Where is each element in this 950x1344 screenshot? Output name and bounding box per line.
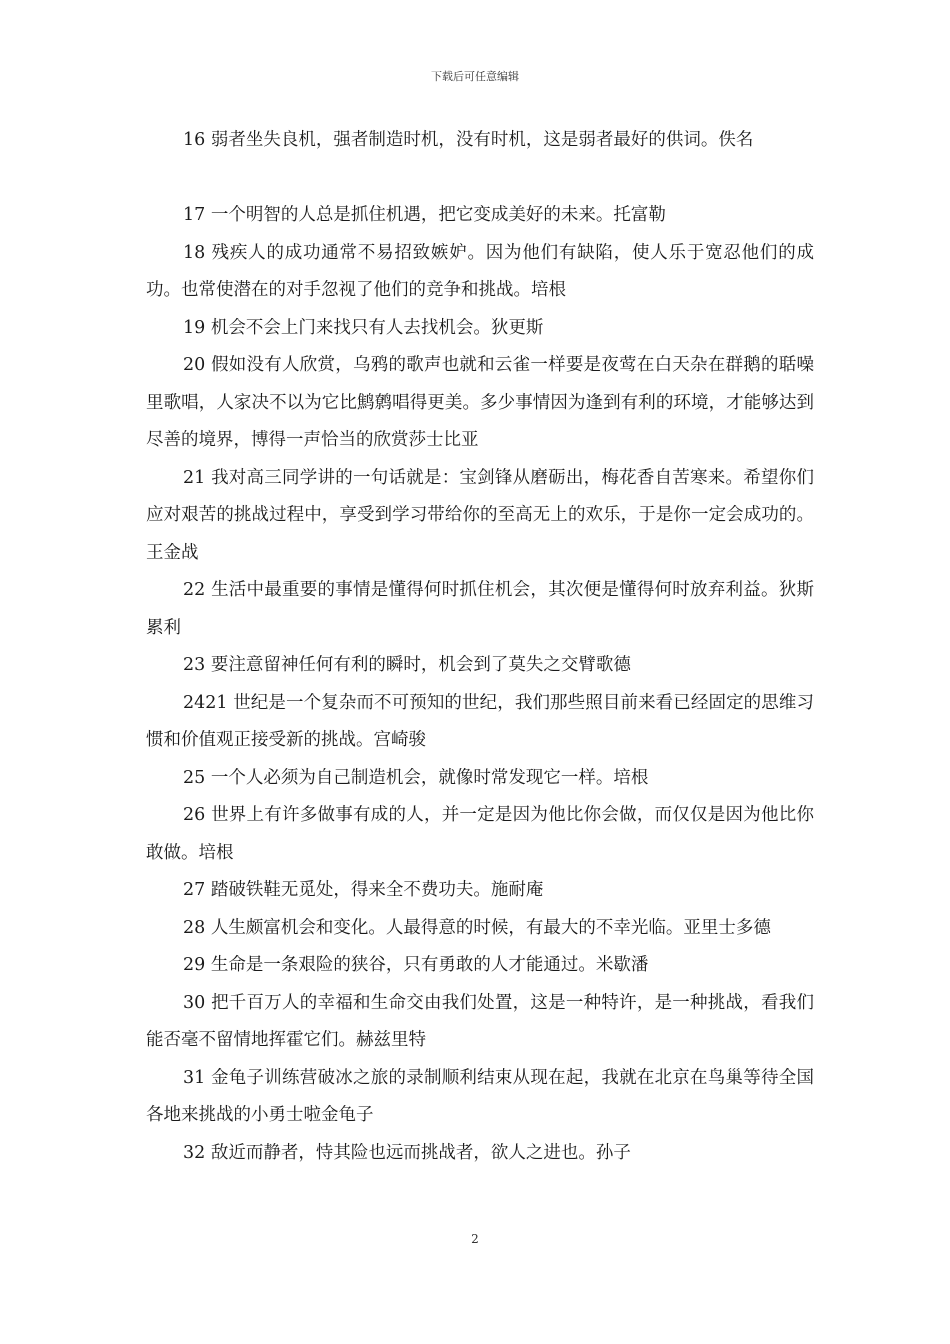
document-body <box>146 122 814 1172</box>
paragraph-18: 18 残疾人的成功通常不易招致嫉妒。因为他们有缺陷，使人乐于宽忍他们的成功。也常使潜在的对手忽视了他们的竞争和挑战。培根 <box>146 242 814 300</box>
paragraph-28: 28 人生颇富机会和变化。人最得意的时候，有最大的不幸光临。亚里士多德 <box>183 917 771 938</box>
paragraph-23: 23 要注意留神任何有利的瞬时，机会到了莫失之交臂歌德 <box>183 655 631 675</box>
paragraph-30: 30 把千百万人的幸福和生命交由我们处置，这是一种特许，是一种挑战，看我们能否毫不留情地挥霍它们。赫兹里特 <box>146 992 814 1050</box>
paragraph-26: 26 世界上有许多做事有成的人，并一定是因为他比你会做，而仅仅是因为他比你敢做。培根 <box>146 805 814 863</box>
paragraph-16: 16 弱者坐失良机，强者制造时机，没有时机，这是弱者最好的供词。佚名 <box>183 130 754 150</box>
paragraph-17: 17 一个明智的人总是抓住机遇，把它变成美好的未来。托富勒 <box>183 205 666 225</box>
paragraph-21: 21 我对高三同学讲的一句话就是：宝剑锋从磨砺出，梅花香自苦寒来。希望你们应对艰苦的挑战过程中，享受到学习带给你的至高无上的欢乐，于是你一定会成功的。王金战 <box>146 467 814 563</box>
paragraph-20: 20 假如没有人欣赏，乌鸦的歌声也就和云雀一样要是夜莺在白天杂在群鹅的聒噪里歌唱，人家决不以为它比鹪鹩唱得更美。多少事情因为逢到有利的环境，才能够达到尽善的境界，博得一声恰当的欣赏莎士比亚 <box>146 355 814 450</box>
page-number: 2 <box>471 1232 479 1246</box>
paragraph-32: 32 敌近而静者，恃其险也远而挑战者，欲人之进也。孙子 <box>183 1142 631 1163</box>
paragraph-27: 27 踏破铁鞋无觅处，得来全不费功夫。施耐庵 <box>183 880 544 900</box>
page-header: 下载后可任意编辑 <box>431 70 519 83</box>
paragraph-25: 25 一个人必须为自己制造机会，就像时常发现它一样。培根 <box>183 767 649 788</box>
paragraph-31: 31 金龟子训练营破冰之旅的录制顺利结束从现在起，我就在北京在鸟巢等待全国各地来挑战的小勇士啦金龟子 <box>146 1067 814 1125</box>
paragraph-22: 22 生活中最重要的事情是懂得何时抓住机会，其次便是懂得何时放弃利益。狄斯累利 <box>146 580 814 638</box>
paragraph-24: 2421 世纪是一个复杂而不可预知的世纪，我们那些照目前来看已经固定的思维习惯和价值观正接受新的挑战。宫崎骏 <box>146 692 814 750</box>
paragraph-29: 29 生命是一条艰险的狭谷，只有勇敢的人才能通过。米歇潘 <box>183 955 649 975</box>
paragraph-19: 19 机会不会上门来找只有人去找机会。狄更斯 <box>183 317 544 338</box>
